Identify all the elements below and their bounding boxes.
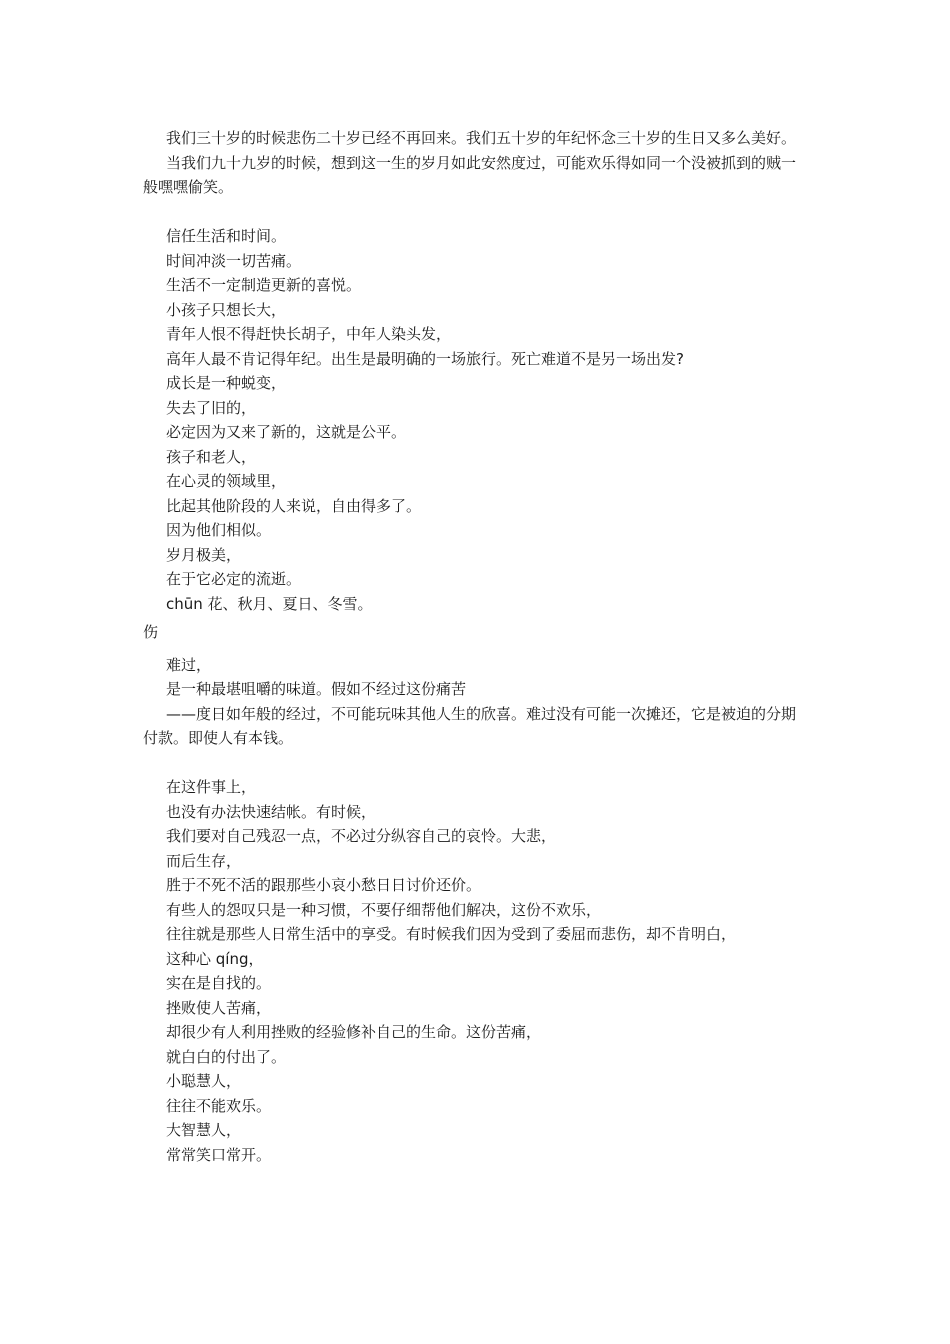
paragraph: 这种心 qíng，	[166, 949, 264, 968]
section-heading: 伤	[143, 623, 159, 641]
paragraph: 实在是自找的。	[166, 974, 272, 992]
paragraph: 往往不能欢乐。	[166, 1096, 272, 1115]
paragraph: 常常笑口常开。	[166, 1145, 272, 1164]
paragraph: 我们三十岁的时候悲伤二十岁已经不再回来。我们五十岁的年纪怀念三十岁的生日又多么美好。	[166, 129, 797, 147]
paragraph: chūn 花、秋月、夏日、冬雪。	[166, 594, 373, 613]
paragraph: 难过，	[166, 655, 212, 674]
paragraph: 时间冲淡一切苦痛。	[166, 251, 302, 270]
blank-line	[143, 751, 808, 776]
paragraph: 当我们九十九岁的时候，想到这一生的岁月如此安然度过，可能欢乐得如同一个没被抓到的贼一般嘿嘿偷笑。	[143, 153, 797, 196]
paragraph: 高年人最不肯记得年纪。出生是最明确的一场旅行。死亡难道不是另一场出发?	[166, 349, 684, 368]
paragraph: 就白白的付出了。	[166, 1047, 287, 1066]
paragraph: 却很少有人利用挫败的经验修补自己的生命。这份苦痛，	[166, 1023, 542, 1041]
paragraph: 信任生活和时间。	[166, 227, 287, 245]
paragraph: 是一种最堪咀嚼的味道。假如不经过这份痛苦	[166, 680, 467, 698]
blank-line	[143, 200, 808, 225]
paragraph: 大智慧人，	[166, 1121, 242, 1139]
paragraph: 生活不一定制造更新的喜悦。	[166, 276, 362, 294]
paragraph: 比起其他阶段的人来说，自由得多了。	[166, 496, 422, 515]
paragraph: 在这件事上，	[166, 778, 257, 796]
paragraph: 小孩子只想长大，	[166, 300, 287, 319]
paragraph: 也没有办法快速结帐。有时候，	[166, 802, 377, 821]
paragraph: 有些人的怨叹只是一种习惯，不要仔细帮他们解决，这份不欢乐，	[166, 900, 602, 919]
paragraph: 岁月极美，	[166, 545, 242, 564]
paragraph: 青年人恨不得赶快长胡子，中年人染头发，	[166, 325, 452, 343]
paragraph: 往往就是那些人日常生活中的享受。有时候我们因为受到了委屈而悲伤，却不肯明白，	[166, 925, 737, 943]
paragraph: 因为他们相似。	[166, 521, 272, 539]
paragraph: 在心灵的领域里，	[166, 472, 287, 490]
paragraph: 胜于不死不活的跟那些小哀小愁日日讨价还价。	[166, 876, 482, 894]
paragraph: 在于它必定的流逝。	[166, 570, 302, 588]
paragraph: 孩子和老人，	[166, 447, 257, 466]
paragraph: 挫败使人苦痛，	[166, 998, 272, 1017]
paragraph: 我们要对自己残忍一点，不必过分纵容自己的哀怜。大悲，	[166, 827, 557, 845]
paragraph: ——度日如年般的经过，不可能玩味其他人生的欣喜。难过没有可能一次摊还，它是被迫的分期付款。即使人有本钱。	[143, 704, 797, 747]
paragraph: 小聪慧人，	[166, 1072, 242, 1090]
document-page	[143, 126, 808, 1167]
paragraph: 必定因为又来了新的，这就是公平。	[166, 423, 407, 441]
paragraph: 失去了旧的，	[166, 398, 257, 417]
paragraph: 成长是一种蜕变，	[166, 374, 287, 392]
paragraph: 而后生存，	[166, 851, 242, 870]
